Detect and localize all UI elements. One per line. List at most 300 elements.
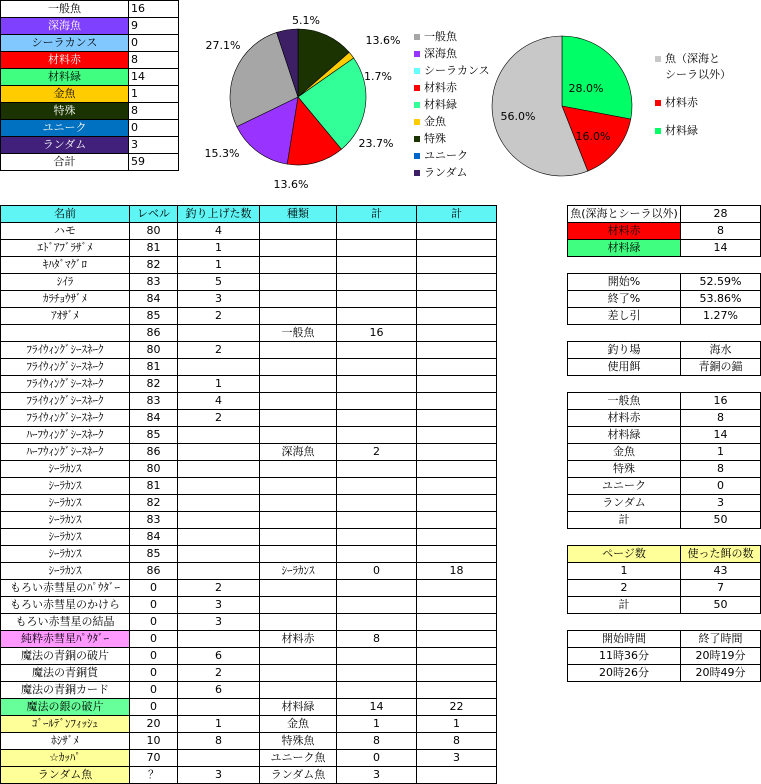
right-times-table [567, 630, 761, 682]
caught-count-cell[interactable] [178, 512, 260, 529]
pages-header[interactable]: ページ数 [568, 546, 681, 563]
fish-name-cell[interactable]: ｼｰﾗｶﾝｽ [1, 495, 130, 512]
total-cell[interactable] [417, 359, 497, 376]
subtotal-cell[interactable] [337, 529, 417, 546]
end-time-cell[interactable]: 20時49分 [681, 665, 761, 682]
level-cell[interactable]: 86 [130, 563, 178, 580]
level-cell[interactable]: 70 [130, 750, 178, 767]
total-cell[interactable] [417, 631, 497, 648]
caught-count-cell[interactable]: 4 [178, 393, 260, 410]
total-cell[interactable] [417, 546, 497, 563]
total-cell[interactable] [417, 682, 497, 699]
type-cell[interactable] [260, 359, 337, 376]
fish-name-cell[interactable]: ｼｰﾗｶﾝｽ [1, 478, 130, 495]
column-header[interactable]: 計 [337, 206, 417, 223]
summary-label[interactable]: 一般魚 [1, 1, 129, 18]
subtotal-cell[interactable]: 14 [337, 699, 417, 716]
level-cell[interactable]: 86 [130, 325, 178, 342]
stat-label[interactable]: 差し引 [568, 308, 681, 325]
caught-count-cell[interactable]: 1 [178, 257, 260, 274]
total-cell[interactable]: 22 [417, 699, 497, 716]
count-value[interactable]: 16 [681, 393, 761, 410]
fish-name-cell[interactable]: ﾊｰﾌｳｨﾝｸﾞｼｰｽﾈｰｸ [1, 444, 130, 461]
main-table [0, 205, 497, 784]
fish-name-cell[interactable]: ｼｰﾗｶﾝｽ [1, 461, 130, 478]
right-summary-value[interactable]: 8 [681, 223, 761, 240]
type-cell[interactable] [260, 529, 337, 546]
summary-label[interactable]: 金魚 [1, 86, 129, 103]
page-number-cell[interactable]: 1 [568, 563, 681, 580]
caught-count-cell[interactable]: 2 [178, 342, 260, 359]
level-cell[interactable]: 86 [130, 444, 178, 461]
type-cell[interactable] [260, 376, 337, 393]
subtotal-cell[interactable] [337, 308, 417, 325]
summary-row [1, 86, 179, 103]
subtotal-cell[interactable]: 8 [337, 733, 417, 750]
bait-header[interactable]: 使った餌の数 [681, 546, 761, 563]
type-cell[interactable] [260, 546, 337, 563]
level-cell[interactable]: 80 [130, 223, 178, 240]
fish-name-cell[interactable]: ｴﾄﾞｱﾌﾞﾗｻﾞﾒ [1, 240, 130, 257]
fish-name-cell[interactable]: 魔法の青銅貨 [1, 665, 130, 682]
stat-value[interactable]: 52.59% [681, 274, 761, 291]
total-cell[interactable] [417, 529, 497, 546]
right-summary-label[interactable]: 魚(深海とシーラ以外) [568, 206, 681, 223]
caught-count-cell[interactable]: 5 [178, 274, 260, 291]
right-summary-value[interactable]: 14 [681, 240, 761, 257]
table-row [568, 580, 761, 597]
total-cell[interactable] [417, 461, 497, 478]
caught-count-cell[interactable]: 3 [178, 291, 260, 308]
end-time-header[interactable]: 終了時間 [681, 631, 761, 648]
subtotal-cell[interactable] [337, 240, 417, 257]
type-cell[interactable] [260, 461, 337, 478]
table-row [568, 410, 761, 427]
level-cell[interactable]: 83 [130, 274, 178, 291]
summary-value[interactable]: 0 [129, 35, 179, 52]
table-row [1, 563, 497, 580]
type-cell[interactable]: 材料緑 [260, 699, 337, 716]
type-cell[interactable] [260, 291, 337, 308]
subtotal-cell[interactable] [337, 665, 417, 682]
caught-count-cell[interactable]: 4 [178, 223, 260, 240]
caught-count-cell[interactable] [178, 478, 260, 495]
level-cell[interactable]: 10 [130, 733, 178, 750]
level-cell[interactable]: 84 [130, 529, 178, 546]
subtotal-cell[interactable] [337, 512, 417, 529]
fish-name-cell[interactable]: ｼｲﾗ [1, 274, 130, 291]
subtotal-cell[interactable]: 0 [337, 563, 417, 580]
total-cell[interactable] [417, 257, 497, 274]
caught-count-cell[interactable]: 2 [178, 580, 260, 597]
column-header[interactable]: 釣り上げた数 [178, 206, 260, 223]
caught-count-cell[interactable] [178, 563, 260, 580]
level-cell[interactable]: 80 [130, 461, 178, 478]
caught-count-cell[interactable]: 3 [178, 767, 260, 784]
count-value[interactable]: 0 [681, 478, 761, 495]
count-label[interactable]: 材料赤 [568, 410, 681, 427]
summary-row [1, 137, 179, 154]
type-cell[interactable] [260, 240, 337, 257]
pie-data-label: 5.1% [292, 14, 320, 27]
fish-name-cell[interactable]: ﾌﾗｲｳｨﾝｸﾞｼｰｽﾈｰｸ [1, 376, 130, 393]
caught-count-cell[interactable]: 8 [178, 733, 260, 750]
level-cell[interactable]: 82 [130, 257, 178, 274]
subtotal-cell[interactable] [337, 274, 417, 291]
total-cell[interactable] [417, 767, 497, 784]
level-cell[interactable]: 0 [130, 682, 178, 699]
level-cell[interactable]: 81 [130, 478, 178, 495]
type-cell[interactable]: 一般魚 [260, 325, 337, 342]
summary-label[interactable]: 材料赤 [1, 52, 129, 69]
total-cell[interactable] [417, 512, 497, 529]
total-cell[interactable] [417, 410, 497, 427]
fish-name-cell[interactable]: 純粋赤彗星ﾊﾟｳﾀﾞｰ [1, 631, 130, 648]
legend-item [414, 45, 457, 61]
subtotal-cell[interactable] [337, 342, 417, 359]
total-cell[interactable] [417, 478, 497, 495]
total-cell[interactable]: 1 [417, 716, 497, 733]
fish-name-cell[interactable]: ハモ [1, 223, 130, 240]
right-summary-label[interactable]: 材料緑 [568, 240, 681, 257]
count-value[interactable]: 1 [681, 444, 761, 461]
caught-count-cell[interactable] [178, 699, 260, 716]
type-cell[interactable]: 金魚 [260, 716, 337, 733]
type-cell[interactable] [260, 257, 337, 274]
total-cell[interactable] [417, 444, 497, 461]
level-cell[interactable]: 0 [130, 665, 178, 682]
fish-name-cell[interactable]: ﾌﾗｲｳｨﾝｸﾞｼｰｽﾈｰｸ [1, 393, 130, 410]
summary-label[interactable]: ランダム [1, 137, 129, 154]
type-cell[interactable]: 深海魚 [260, 444, 337, 461]
caught-count-cell[interactable] [178, 529, 260, 546]
summary-value[interactable]: 8 [129, 103, 179, 120]
fish-name-cell[interactable]: ﾌﾗｲｳｨﾝｸﾞｼｰｽﾈｰｸ [1, 410, 130, 427]
caught-count-cell[interactable]: 1 [178, 240, 260, 257]
caught-count-cell[interactable] [178, 495, 260, 512]
legend-item [414, 79, 457, 95]
total-cell[interactable] [417, 223, 497, 240]
level-cell[interactable]: 82 [130, 495, 178, 512]
summary-label[interactable]: シーラカンス [1, 35, 129, 52]
subtotal-cell[interactable] [337, 614, 417, 631]
total-cell[interactable] [417, 342, 497, 359]
summary-row [1, 18, 179, 35]
type-cell[interactable]: 特殊魚 [260, 733, 337, 750]
total-cell[interactable]: 3 [417, 750, 497, 767]
total-cell[interactable] [417, 614, 497, 631]
type-cell[interactable] [260, 648, 337, 665]
count-value[interactable]: 8 [681, 461, 761, 478]
level-cell[interactable]: 0 [130, 631, 178, 648]
fish-name-cell[interactable]: もろい赤彗星のﾊﾟｳﾀﾞｰ [1, 580, 130, 597]
caught-count-cell[interactable] [178, 359, 260, 376]
level-cell[interactable]: 0 [130, 699, 178, 716]
total-cell[interactable] [417, 495, 497, 512]
table-row [568, 274, 761, 291]
type-cell[interactable]: ｼｰﾗｶﾝｽ [260, 563, 337, 580]
summary-label[interactable]: 深海魚 [1, 18, 129, 35]
caught-count-cell[interactable] [178, 427, 260, 444]
subtotal-cell[interactable] [337, 495, 417, 512]
count-label[interactable]: 計 [568, 512, 681, 529]
level-cell[interactable]: ？ [130, 767, 178, 784]
summary-label[interactable]: 特殊 [1, 103, 129, 120]
total-cell[interactable] [417, 291, 497, 308]
subtotal-cell[interactable] [337, 410, 417, 427]
type-cell[interactable] [260, 682, 337, 699]
total-cell[interactable]: 18 [417, 563, 497, 580]
subtotal-cell[interactable] [337, 257, 417, 274]
count-value[interactable]: 8 [681, 410, 761, 427]
table-row [568, 665, 761, 682]
fish-name-cell[interactable]: ﾌﾗｲｳｨﾝｸﾞｼｰｽﾈｰｸ [1, 359, 130, 376]
legend-swatch [414, 68, 420, 74]
caught-count-cell[interactable]: 1 [178, 376, 260, 393]
total-cell[interactable] [417, 427, 497, 444]
level-cell[interactable]: 85 [130, 308, 178, 325]
table-row [1, 614, 497, 631]
summary-value[interactable]: 59 [129, 154, 179, 171]
legend-item [414, 113, 446, 129]
fish-name-cell[interactable]: ﾌﾗｲｳｨﾝｸﾞｼｰｽﾈｰｸ [1, 342, 130, 359]
stat-value[interactable]: 1.27% [681, 308, 761, 325]
level-cell[interactable]: 0 [130, 614, 178, 631]
total-cell[interactable] [417, 597, 497, 614]
legend-swatch [414, 119, 420, 125]
fish-name-cell[interactable]: ﾊｰﾌｳｨﾝｸﾞｼｰｽﾈｰｸ [1, 427, 130, 444]
subtotal-cell[interactable]: 3 [337, 767, 417, 784]
subtotal-cell[interactable] [337, 461, 417, 478]
start-time-cell[interactable]: 11時36分 [568, 648, 681, 665]
count-label[interactable]: 材料緑 [568, 427, 681, 444]
column-header[interactable]: レベル [130, 206, 178, 223]
right-summary-value[interactable]: 28 [681, 206, 761, 223]
level-cell[interactable]: 80 [130, 342, 178, 359]
type-cell[interactable]: 材料赤 [260, 631, 337, 648]
caught-count-cell[interactable] [178, 546, 260, 563]
total-cell[interactable] [417, 648, 497, 665]
subtotal-cell[interactable] [337, 376, 417, 393]
subtotal-cell[interactable] [337, 597, 417, 614]
subtotal-cell[interactable] [337, 427, 417, 444]
fish-name-cell[interactable]: ｼｰﾗｶﾝｽ [1, 512, 130, 529]
summary-value[interactable]: 14 [129, 69, 179, 86]
caught-count-cell[interactable] [178, 325, 260, 342]
bait-used-cell[interactable]: 50 [681, 597, 761, 614]
end-time-cell[interactable]: 20時19分 [681, 648, 761, 665]
total-cell[interactable] [417, 308, 497, 325]
summary-table [0, 0, 179, 171]
total-cell[interactable]: 8 [417, 733, 497, 750]
column-header[interactable]: 名前 [1, 206, 130, 223]
total-cell[interactable] [417, 240, 497, 257]
type-cell[interactable] [260, 512, 337, 529]
column-header[interactable]: 計 [417, 206, 497, 223]
page-number-cell[interactable]: 2 [568, 580, 681, 597]
caught-count-cell[interactable]: 6 [178, 648, 260, 665]
type-cell[interactable] [260, 495, 337, 512]
caught-count-cell[interactable]: 2 [178, 410, 260, 427]
type-cell[interactable] [260, 410, 337, 427]
count-label[interactable]: ランダム [568, 495, 681, 512]
subtotal-cell[interactable]: 16 [337, 325, 417, 342]
bait-used-cell[interactable]: 7 [681, 580, 761, 597]
fish-name-cell[interactable]: ｶﾗﾁｮｳｻﾞﾒ [1, 291, 130, 308]
type-cell[interactable]: ユニーク魚 [260, 750, 337, 767]
caught-count-cell[interactable]: 2 [178, 308, 260, 325]
summary-value[interactable]: 0 [129, 120, 179, 137]
right-location [567, 341, 761, 376]
subtotal-cell[interactable]: 1 [337, 716, 417, 733]
subtotal-cell[interactable] [337, 580, 417, 597]
fish-name-cell[interactable]: ランダム魚 [1, 767, 130, 784]
right-summary-label[interactable]: 材料赤 [568, 223, 681, 240]
fish-name-cell[interactable]: 魔法の青銅カード [1, 682, 130, 699]
fish-name-cell[interactable]: ﾎｼｻﾞﾒ [1, 733, 130, 750]
level-cell[interactable]: 82 [130, 376, 178, 393]
summary-label[interactable]: ユニーク [1, 120, 129, 137]
table-row [1, 291, 497, 308]
type-cell[interactable] [260, 308, 337, 325]
fish-name-cell[interactable]: ｺﾞｰﾙﾃﾞﾝﾌｨｯｼｭ [1, 716, 130, 733]
subtotal-cell[interactable]: 8 [337, 631, 417, 648]
subtotal-cell[interactable] [337, 682, 417, 699]
type-cell[interactable] [260, 665, 337, 682]
start-time-cell[interactable]: 20時26分 [568, 665, 681, 682]
subtotal-cell[interactable] [337, 359, 417, 376]
stat-label[interactable]: 終了% [568, 291, 681, 308]
pie-data-label: 56.0% [500, 110, 536, 123]
level-cell[interactable]: 84 [130, 291, 178, 308]
caught-count-cell[interactable] [178, 444, 260, 461]
column-header[interactable]: 種類 [260, 206, 337, 223]
legend-swatch [414, 170, 420, 176]
fish-name-cell[interactable]: ｱｵｻﾞﾒ [1, 308, 130, 325]
subtotal-cell[interactable] [337, 393, 417, 410]
level-cell[interactable]: 84 [130, 410, 178, 427]
level-cell[interactable]: 0 [130, 648, 178, 665]
stat-label[interactable]: 開始% [568, 274, 681, 291]
caught-count-cell[interactable] [178, 631, 260, 648]
caught-count-cell[interactable]: 1 [178, 716, 260, 733]
level-cell[interactable]: 81 [130, 359, 178, 376]
total-cell[interactable] [417, 274, 497, 291]
fish-name-cell[interactable]: ｼｰﾗｶﾝｽ [1, 563, 130, 580]
location-value[interactable]: 海水 [681, 342, 761, 359]
total-cell[interactable] [417, 376, 497, 393]
level-cell[interactable]: 83 [130, 512, 178, 529]
summary-value[interactable]: 16 [129, 1, 179, 18]
caught-count-cell[interactable]: 6 [178, 682, 260, 699]
level-cell[interactable]: 0 [130, 580, 178, 597]
total-cell[interactable] [417, 325, 497, 342]
fish-name-cell[interactable]: ｷﾊﾀﾞﾏｸﾞﾛ [1, 257, 130, 274]
pie-chart-2 [490, 20, 650, 190]
location-label[interactable]: 釣り場 [568, 342, 681, 359]
count-label[interactable]: 特殊 [568, 461, 681, 478]
stat-value[interactable]: 53.86% [681, 291, 761, 308]
type-cell[interactable] [260, 580, 337, 597]
page-number-cell[interactable]: 計 [568, 597, 681, 614]
level-cell[interactable]: 0 [130, 597, 178, 614]
start-time-header[interactable]: 開始時間 [568, 631, 681, 648]
level-cell[interactable]: 85 [130, 427, 178, 444]
fish-name-cell[interactable]: 魔法の銀の破片 [1, 699, 130, 716]
location-label[interactable]: 使用餌 [568, 359, 681, 376]
level-cell[interactable]: 81 [130, 240, 178, 257]
legend-swatch [414, 51, 420, 57]
summary-value[interactable]: 8 [129, 52, 179, 69]
count-label[interactable]: 一般魚 [568, 393, 681, 410]
subtotal-cell[interactable] [337, 291, 417, 308]
level-cell[interactable]: 85 [130, 546, 178, 563]
caught-count-cell[interactable] [178, 461, 260, 478]
type-cell[interactable] [260, 274, 337, 291]
total-cell[interactable] [417, 580, 497, 597]
subtotal-cell[interactable]: 0 [337, 750, 417, 767]
count-label[interactable]: ユニーク [568, 478, 681, 495]
summary-label[interactable]: 合計 [1, 154, 129, 171]
count-value[interactable]: 50 [681, 512, 761, 529]
type-cell[interactable] [260, 614, 337, 631]
type-cell[interactable] [260, 342, 337, 359]
type-cell[interactable] [260, 393, 337, 410]
count-value[interactable]: 14 [681, 427, 761, 444]
count-label[interactable]: 金魚 [568, 444, 681, 461]
subtotal-cell[interactable]: 2 [337, 444, 417, 461]
type-cell[interactable] [260, 478, 337, 495]
caught-count-cell[interactable]: 2 [178, 665, 260, 682]
level-cell[interactable]: 83 [130, 393, 178, 410]
type-cell[interactable]: ランダム魚 [260, 767, 337, 784]
caught-count-cell[interactable] [178, 750, 260, 767]
summary-label[interactable]: 材料緑 [1, 69, 129, 86]
caught-count-cell[interactable]: 3 [178, 614, 260, 631]
total-cell[interactable] [417, 393, 497, 410]
total-cell[interactable] [417, 665, 497, 682]
type-cell[interactable] [260, 427, 337, 444]
location-value[interactable]: 青銅の錨 [681, 359, 761, 376]
table-row [1, 495, 497, 512]
level-cell[interactable]: 20 [130, 716, 178, 733]
fish-name-cell[interactable]: ｼｰﾗｶﾝｽ [1, 529, 130, 546]
legend-swatch [414, 153, 420, 159]
caught-count-cell[interactable]: 3 [178, 597, 260, 614]
summary-value[interactable]: 1 [129, 86, 179, 103]
right-panel [567, 205, 761, 257]
legend-label: ユニーク [424, 149, 468, 162]
summary-value[interactable]: 3 [129, 137, 179, 154]
subtotal-cell[interactable] [337, 478, 417, 495]
fish-name-cell[interactable]: ☆ｶｯﾊﾟ [1, 750, 130, 767]
subtotal-cell[interactable] [337, 546, 417, 563]
fish-name-cell[interactable]: 魔法の青銅の破片 [1, 648, 130, 665]
fish-name-cell[interactable]: ｼｰﾗｶﾝｽ [1, 546, 130, 563]
bait-used-cell[interactable]: 43 [681, 563, 761, 580]
subtotal-cell[interactable] [337, 223, 417, 240]
summary-value[interactable]: 9 [129, 18, 179, 35]
count-value[interactable]: 3 [681, 495, 761, 512]
subtotal-cell[interactable] [337, 648, 417, 665]
table-row [568, 597, 761, 614]
type-cell[interactable] [260, 223, 337, 240]
fish-name-cell[interactable]: もろい赤彗星のかけら [1, 597, 130, 614]
fish-name-cell[interactable] [1, 325, 130, 342]
table-row [568, 206, 761, 223]
type-cell[interactable] [260, 597, 337, 614]
fish-name-cell[interactable]: もろい赤彗星の結晶 [1, 614, 130, 631]
